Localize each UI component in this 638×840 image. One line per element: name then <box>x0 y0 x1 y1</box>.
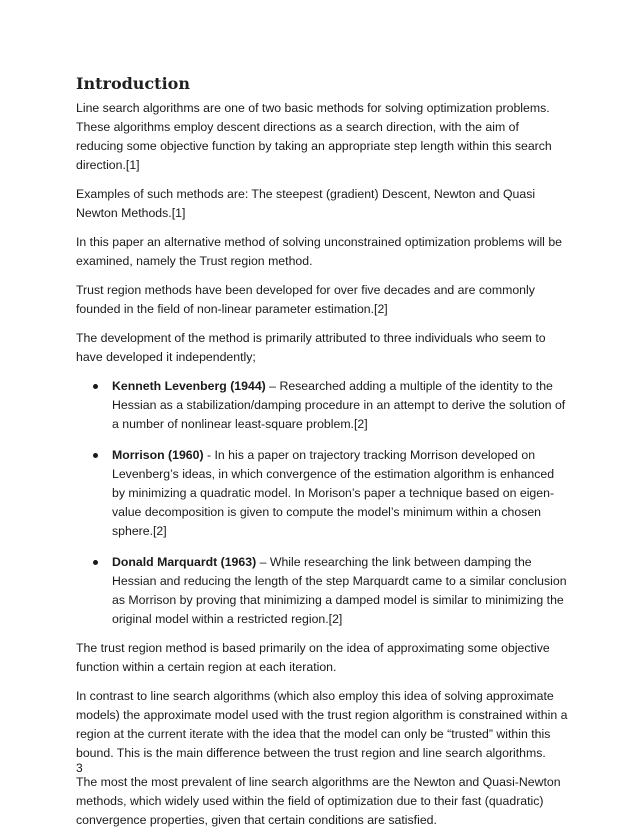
list-item-levenberg <box>112 377 568 434</box>
contributor-description: – While researching the link between damping the Hessian and reducing the length of the step Marquardt came to a similar conclusion as Morrison by proving that minimizing a damped model is similar to minimizing the original model within a restricted region.[2] <box>112 555 567 626</box>
list-item-morrison <box>112 446 568 541</box>
paragraph-examples: Examples of such methods are: The steepest (gradient) Descent, Newton and Quasi Newton Methods.[1] <box>76 187 536 220</box>
paragraph-newton-methods: The most the most prevalent of line search algorithms are the Newton and Quasi-Newton methods, which widely used within the field of optimization due to their fast (quadratic) convergence properties, given that certain conditions are satisfied. <box>76 775 561 827</box>
contributor-description: – Researched adding a multiple of the identity to the Hessian as a stabilization/damping procedure in an attempt to derive the solution of a number of nonlinear least-square problem.[2] <box>112 379 566 431</box>
bullet-icon <box>93 560 98 565</box>
paragraph-development: The development of the method is primarily attributed to three individuals who seem to have developed it independently; <box>76 331 546 364</box>
paragraph-trust-region-idea: The trust region method is based primarily on the idea of approximating some objective function within a certain region at each iteration. <box>76 641 550 674</box>
paragraph-contrast: In contrast to line search algorithms (which also employ this idea of solving approximate models) the approximate model used with the trust region algorithm is constrained within a region at the current iterate with the idea that the model can only be “trusted” within this bound. This is the main difference between the trust region and line search algorithms. <box>76 689 568 760</box>
paragraph-alternative-method: In this paper an alternative method of solving unconstrained optimization problems will be examined, namely the Trust region method. <box>76 235 562 268</box>
page-number: 3 <box>76 761 83 775</box>
list-item-marquardt <box>112 553 568 629</box>
page-content <box>76 73 568 840</box>
section-heading: Introduction <box>76 74 190 93</box>
paragraph-line-search: Line search algorithms are one of two basic methods for solving optimization problems. These algorithms employ descent directions as a search direction, with the aim of reducing some objective function by taking an appropriate step length within this search direction.[1] <box>76 101 552 172</box>
bullet-icon <box>93 384 98 389</box>
contributor-description: - In his a paper on trajectory tracking Morrison developed on Levenberg’s ideas, in which convergence of the estimation algorithm is enhanced by minimizing a quadratic model. In Morison’s paper a technique based on eigen-value decomposition is given to compute the model’s minimum within a chosen sphere.[2] <box>112 448 555 538</box>
bullet-icon <box>93 453 98 458</box>
contributors-list <box>76 377 568 629</box>
contributor-name: Donald Marquardt (1963) <box>112 555 257 569</box>
paragraph-history: Trust region methods have been developed for over five decades and are commonly founded in the field of non-linear parameter estimation.[2] <box>76 283 535 316</box>
contributor-name: Kenneth Levenberg (1944) <box>112 379 266 393</box>
contributor-name: Morrison (1960) <box>112 448 204 462</box>
